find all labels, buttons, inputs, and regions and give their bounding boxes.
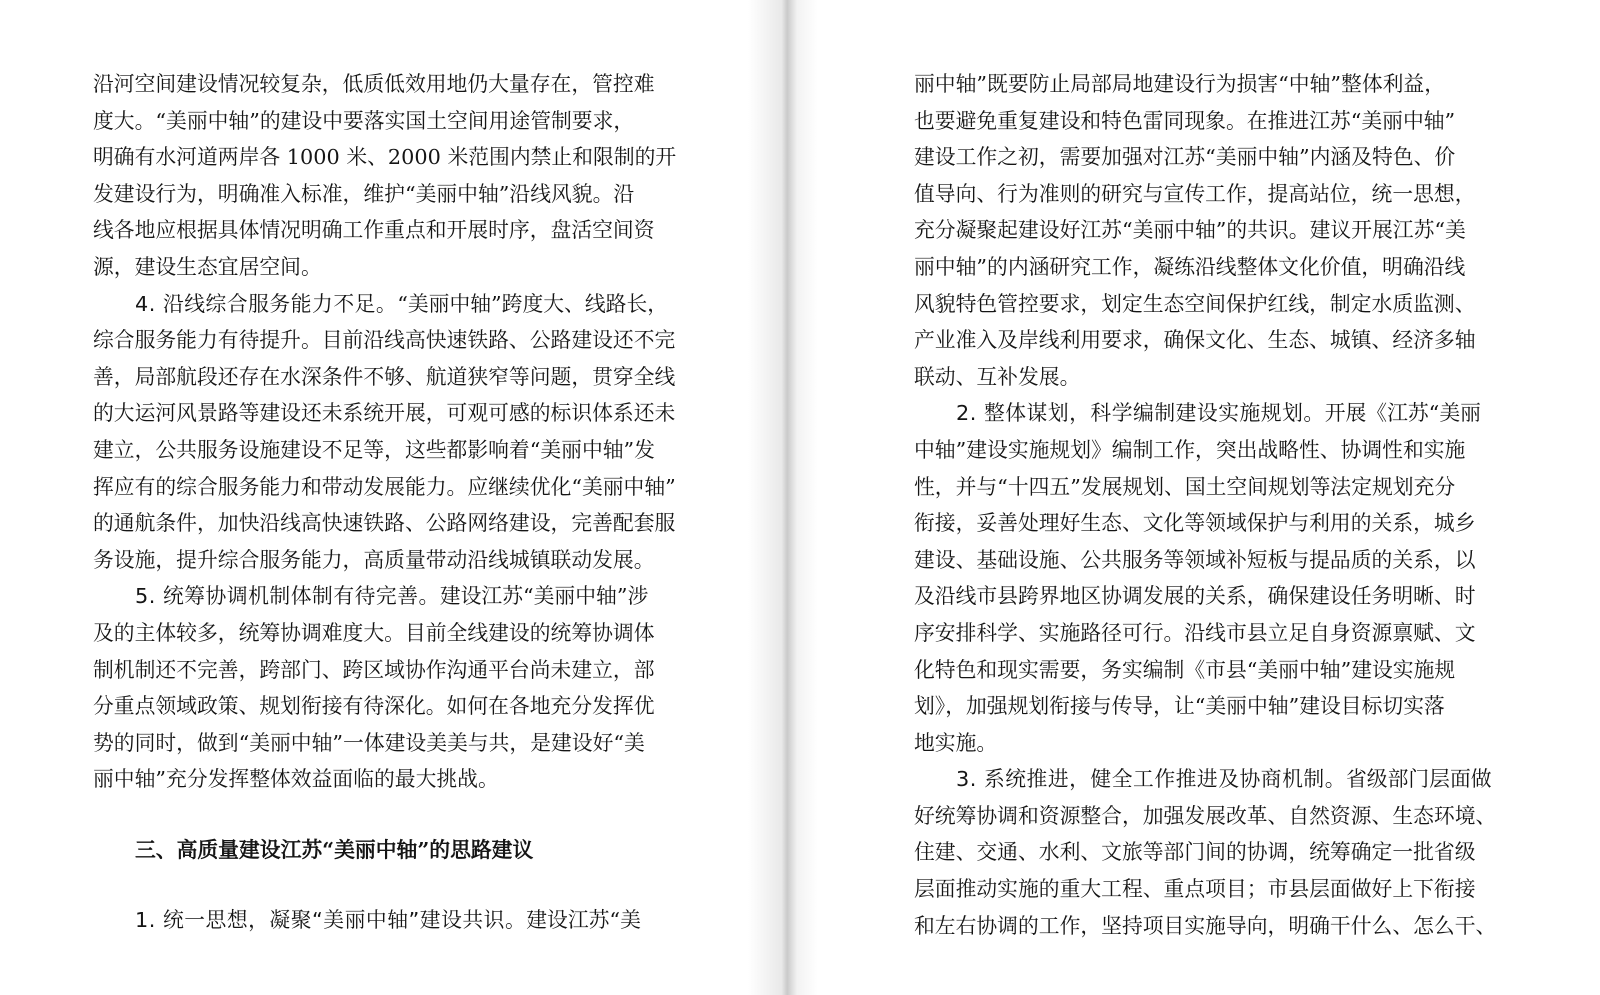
text-line: 地实施。 <box>914 730 998 755</box>
text-line: 产业准入及岸线利用要求，确保文化、生态、城镇、经济多轴 <box>914 328 1476 353</box>
text-line: 发建设行为，明确准入标准，维护“美丽中轴”沿线风貌。沿 <box>93 181 635 206</box>
text-line: 值导向、行为准则的研究与宣传工作，提高站位，统一思想， <box>914 181 1476 206</box>
paragraph-4-lead: 4. 沿线综合服务能力不足。 <box>135 291 398 316</box>
paragraph-4-first-line <box>93 286 669 323</box>
spacer <box>93 798 659 832</box>
text-line: 沿河空间建设情况较复杂，低质低效用地仍大量存在，管控难 <box>93 72 655 96</box>
text-line: 的通航条件，加快沿线高快速铁路、公路网络建设，完善配套服 <box>93 511 676 536</box>
spacer <box>93 868 659 902</box>
text-line: 务设施，提升综合服务能力，高质量带动沿线城镇联动发展。 <box>93 547 655 572</box>
text-line: 衔接，妥善处理好生态、文化等领域保护与利用的关系，城乡 <box>914 511 1476 536</box>
text-line: 挥应有的综合服务能力和带动发展能力。应继续优化“美丽中轴” <box>93 474 676 499</box>
paragraph-5-lead: 5. 统筹协调机制体制有待完善。 <box>135 584 440 609</box>
paragraph-5-first-line <box>93 578 659 615</box>
text-line: 综合服务能力有待提升。目前沿线高快速铁路、公路建设还不完 <box>93 328 676 353</box>
left-page-text <box>93 66 677 939</box>
paragraph-4-first-rest: “美丽中轴”跨度大、线路长， <box>397 291 669 316</box>
text-line: 丽中轴”的内涵研究工作，凝练沿线整体文化价值，明确沿线 <box>914 254 1466 279</box>
text-line: 势的同时，做到“美丽中轴”一体建设美美与共，是建设好“美 <box>93 730 645 755</box>
text-line: 层面推动实施的重大工程、重点项目；市县层面做好上下衔接 <box>914 877 1476 902</box>
text-line: 也要避免重复建设和特色雷同现象。在推进江苏“美丽中轴” <box>914 108 1456 133</box>
section-heading: 三、高质量建设江苏“美丽中轴”的思路建议 <box>135 836 534 862</box>
paragraph-1-first-rest: 建设江苏“美 <box>526 908 641 933</box>
text-line: 化特色和现实需要，务实编制《市县“美丽中轴”建设实施规 <box>914 657 1456 682</box>
text-line: 划》，加强规划衔接与传导，让“美丽中轴”建设目标切实落 <box>914 694 1445 719</box>
text-line: 线各地应根据具体情况明确工作重点和开展时序，盘活空间资 <box>93 218 655 243</box>
left-page <box>0 0 790 995</box>
paragraph-3-first-line <box>914 761 1492 798</box>
text-line: 丽中轴”既要防止局部局地建设行为损害“中轴”整体利益， <box>914 72 1446 96</box>
text-line: 性，并与“十四五”发展规划、国土空间规划等法定规划充分 <box>914 474 1456 499</box>
paragraph-1-lead: 1. 统一思想，凝聚“美丽中轴”建设共识。 <box>135 908 527 933</box>
text-line: 度大。“美丽中轴”的建设中要落实国土空间用途管制要求， <box>93 108 635 133</box>
text-line: 和左右协调的工作，坚持项目实施导向，明确干什么、怎么干、 <box>914 913 1497 938</box>
text-line: 住建、交通、水利、文旅等部门间的协调，统筹确定一批省级 <box>914 840 1476 865</box>
text-line: 好统筹协调和资源整合，加强发展改革、自然资源、生态环境、 <box>914 803 1497 828</box>
text-line: 序安排科学、实施路径可行。沿线市县立足自身资源禀赋、文 <box>914 620 1476 645</box>
paragraph-1-first-line <box>93 902 659 939</box>
paragraph-5-first-rest: 建设江苏“美丽中轴”涉 <box>439 584 649 609</box>
right-page-text <box>914 66 1497 944</box>
text-line: 及沿线市县跨界地区协调发展的关系，确保建设任务明晰、时 <box>914 584 1476 609</box>
text-line: 制机制还不完善，跨部门、跨区域协作沟通平台尚未建立，部 <box>93 657 655 682</box>
text-line: 中轴”建设实施规划》编制工作，突出战略性、协调性和实施 <box>914 437 1466 462</box>
text-line: 丽中轴”充分发挥整体效益面临的最大挑战。 <box>93 767 499 792</box>
text-line: 的大运河风景路等建设还未系统开展，可观可感的标识体系还未 <box>93 401 676 426</box>
text-line: 充分凝聚起建设好江苏“美丽中轴”的共识。建议开展江苏“美 <box>914 218 1466 243</box>
paragraph-2-lead: 2. 整体谋划，科学编制建设实施规划。 <box>956 401 1325 426</box>
right-page <box>790 0 1600 995</box>
text-line: 风貌特色管控要求，划定生态空间保护红线，制定水质监测、 <box>914 291 1476 316</box>
text-line: 建设、基础设施、公共服务等领域补短板与提品质的关系，以 <box>914 547 1476 572</box>
paragraph-2-first-rest: 开展《江苏“美丽 <box>1324 401 1481 426</box>
text-line: 明确有水河道两岸各 1000 米、2000 米范围内禁止和限制的开 <box>93 145 677 170</box>
text-line: 建立，公共服务设施建设不足等，这些都影响着“美丽中轴”发 <box>93 437 655 462</box>
text-line: 联动、互补发展。 <box>914 364 1081 389</box>
paragraph-3-first-rest: 省级部门层面做 <box>1346 767 1492 792</box>
text-line: 及的主体较多，统筹协调难度大。目前全线建设的统筹协调体 <box>93 620 655 645</box>
text-line: 善，局部航段还存在水深条件不够、航道狭窄等问题，贯穿全线 <box>93 364 676 389</box>
text-line: 建设工作之初，需要加强对江苏“美丽中轴”内涵及特色、价 <box>914 145 1456 170</box>
paragraph-2-first-line <box>914 395 1480 432</box>
text-line: 源，建设生态宜居空间。 <box>93 254 322 279</box>
paragraph-3-lead: 3. 系统推进，健全工作推进及协商机制。 <box>956 767 1346 792</box>
text-line: 分重点领域政策、规划衔接有待深化。如何在各地充分发挥优 <box>93 694 655 719</box>
